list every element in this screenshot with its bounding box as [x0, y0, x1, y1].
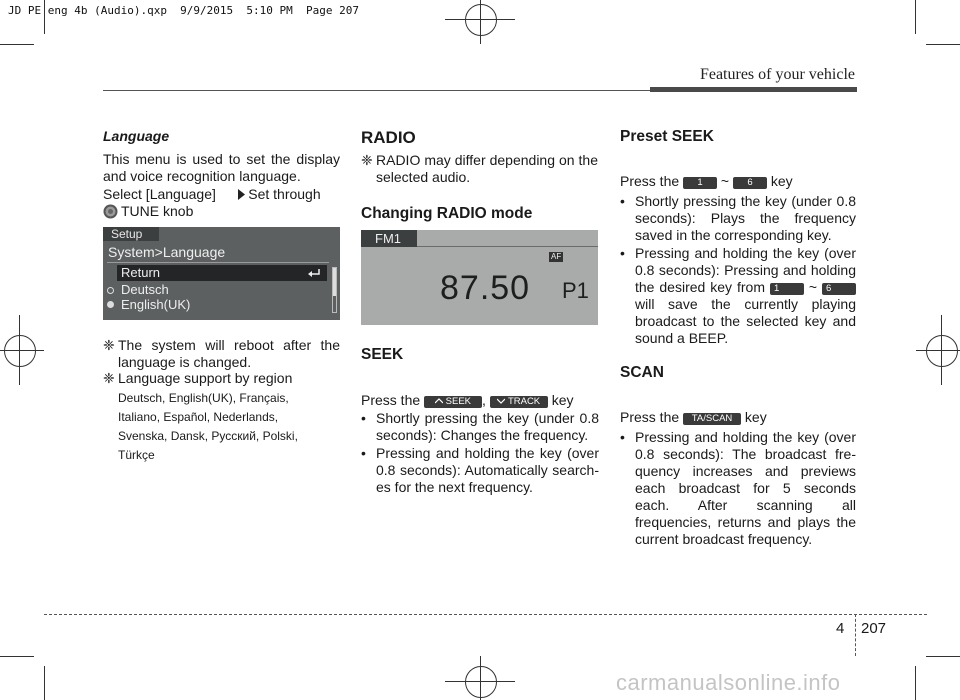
note-reboot: ❈ The system will reboot after the language is changed.	[103, 337, 340, 370]
arrow-right-icon	[238, 189, 245, 200]
radio-empty-icon	[107, 287, 114, 294]
ta-scan-key[interactable]: TA/SCAN	[683, 413, 741, 425]
footer-dashed-rule	[44, 614, 927, 615]
preset-bullet-hold: • Pressing and holding the key (over 0.8 seconds): Pressing and holding the desired key from 1 ~ 6 will save the currently playing broadcast to the selected key and sound a BEEP.	[620, 245, 856, 346]
screen-scrollbar[interactable]	[332, 267, 337, 313]
footer-dashed-separator	[855, 614, 856, 656]
menu-item-return[interactable]	[117, 265, 327, 281]
note-language-support: ❈ Language support by region	[103, 370, 293, 386]
english-uk-label: English(UK)	[121, 297, 191, 312]
supported-languages-list	[118, 389, 340, 465]
radio-selected-icon	[107, 301, 114, 308]
key-text: key	[770, 173, 793, 189]
band-tab	[361, 230, 417, 247]
track-key[interactable]: TRACK	[490, 396, 548, 408]
changing-radio-mode-heading: Changing RADIO mode	[361, 205, 533, 222]
preset-bullet-short: • Shortly pressing the key (under 0.8 seconds): Plays the frequency saved in the corresponding key.	[620, 193, 856, 243]
band-label: FM1	[375, 231, 401, 246]
seek-bullet-hold: • Pressing and holding the key (over 0.8 seconds): Automatically search-es for the next frequency.	[361, 445, 599, 495]
radio-screen	[361, 230, 598, 325]
return-label: Return	[121, 265, 161, 280]
preset-display: P1	[562, 278, 589, 303]
note-symbol-icon: ❈	[361, 152, 373, 168]
preset-press-line: Press the 1 ~ 6 key	[620, 173, 793, 189]
seek-key[interactable]: SEEK	[424, 396, 482, 408]
setup-tab	[103, 227, 159, 241]
frequency-display: 87.50	[440, 269, 531, 307]
scan-bullet-hold: • Pressing and holding the key (over 0.8 seconds): The broadcast fre-quency increases and previews each broadcast for 5 seconds each. After scanning all frequencies, returns and plays the current broadcast frequency.	[620, 429, 856, 547]
press-the-text: Press the	[620, 409, 680, 425]
watermark: carmanualsonline.info	[616, 670, 841, 695]
header-rule-bar	[650, 87, 857, 92]
press-the-text: Press the	[361, 392, 421, 408]
section-title: Features of your vehicle	[699, 66, 855, 83]
preset-seek-heading: Preset SEEK	[620, 128, 714, 145]
language-line: Türkçe	[118, 448, 155, 462]
language-line: Svenska, Dansk, Русский, Polski,	[118, 429, 298, 443]
set-through-text: Set through	[248, 186, 321, 202]
menu-item-english-uk[interactable]	[107, 297, 327, 313]
seek-heading: SEEK	[361, 346, 404, 363]
seek-bullet-short: • Shortly pressing the key (under 0.8 seconds): Changes the frequency.	[361, 410, 599, 443]
preset-key-1[interactable]: 1	[770, 283, 804, 295]
chevron-up-icon	[435, 398, 443, 404]
seek-press-line: Press the SEEK , TRACK key	[361, 392, 574, 408]
af-badge: AF	[551, 252, 562, 261]
setup-tab-label: Setup	[111, 227, 143, 241]
print-slug: JD PE eng 4b (Audio).qxp 9/9/2015 5:10 PM Page 207	[8, 4, 359, 17]
note-symbol-icon: ❈	[103, 337, 115, 353]
language-heading: Language	[103, 128, 170, 144]
scan-press-line	[620, 409, 860, 426]
deutsch-label: Deutsch	[121, 282, 169, 297]
menu-item-deutsch[interactable]	[107, 282, 327, 298]
language-line: Deutsch, English(UK), Français,	[118, 391, 289, 405]
radio-heading: RADIO	[361, 128, 416, 147]
preset-key-1[interactable]: 1	[683, 177, 717, 189]
chevron-down-icon	[497, 398, 505, 404]
screen-path: System>Language	[108, 244, 226, 260]
language-intro: This menu is used to set the display and voice recognition language.	[103, 151, 340, 184]
select-language-text: Select [Language]	[103, 186, 216, 202]
press-the-text: Press the	[620, 173, 680, 189]
note-symbol-icon: ❈	[103, 370, 115, 386]
language-line: Italiano, Español, Nederlands,	[118, 410, 279, 424]
key-text: key	[551, 392, 574, 408]
chapter-number: 4	[836, 620, 845, 637]
tune-knob-text: TUNE knob	[121, 203, 194, 219]
language-select-instruction	[103, 186, 340, 220]
preset-key-6[interactable]: 6	[733, 177, 767, 189]
preset-key-6[interactable]: 6	[822, 283, 856, 295]
scan-heading: SCAN	[620, 364, 664, 381]
back-arrow-icon	[307, 268, 321, 278]
key-text: key	[744, 409, 767, 425]
setup-language-screen	[103, 227, 340, 320]
radio-note: ❈ RADIO may differ depending on the selected audio.	[361, 152, 598, 185]
tune-knob-icon	[103, 204, 118, 219]
page-number: 207	[861, 620, 887, 637]
